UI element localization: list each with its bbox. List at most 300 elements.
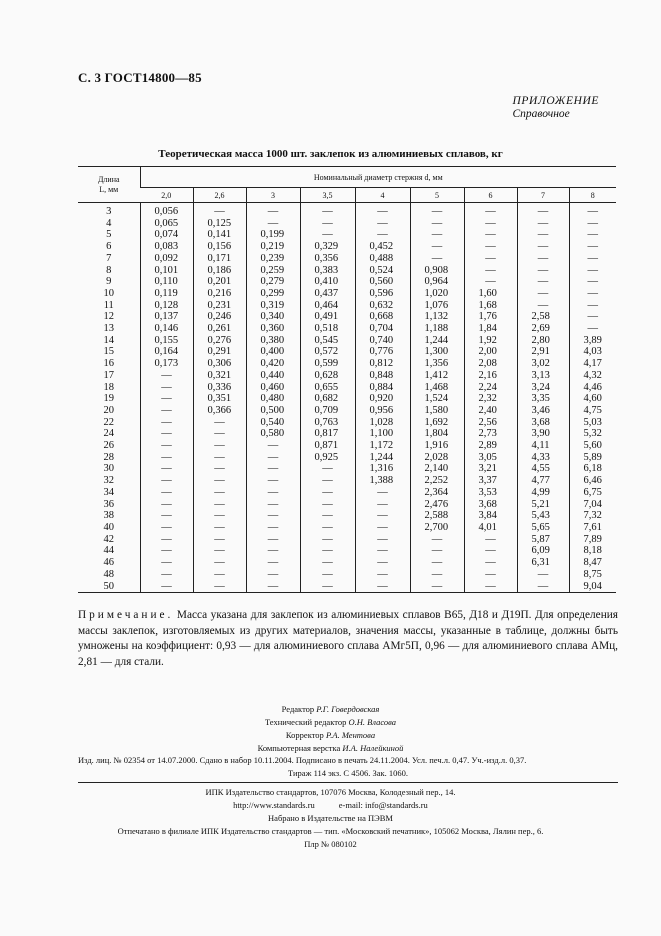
- mass-cell: —: [246, 463, 300, 475]
- mass-cell: 2,364: [410, 487, 464, 499]
- mass-cell: —: [140, 522, 193, 534]
- mass-cell: 0,740: [355, 335, 410, 347]
- table-note: [78, 608, 618, 670]
- mass-cell: 1,300: [410, 346, 464, 358]
- mass-cell: —: [355, 557, 410, 569]
- length-cell: 17: [103, 369, 114, 381]
- mass-cell: —: [140, 440, 193, 452]
- mass-cell: —: [193, 557, 246, 569]
- mass-cell: —: [246, 545, 300, 557]
- mass-cell: 0,480: [246, 393, 300, 405]
- length-cell: 12: [103, 311, 114, 323]
- publication-info: [78, 754, 618, 780]
- mass-cell: —: [464, 265, 517, 277]
- mass-cell: 0,599: [300, 358, 355, 370]
- mass-cell: 5,43: [517, 510, 569, 522]
- mass-cell: 0,056: [140, 203, 193, 218]
- mass-cell: 0,420: [246, 358, 300, 370]
- mass-cell: 0,540: [246, 417, 300, 429]
- length-cell: 15: [103, 346, 114, 358]
- mass-cell: —: [140, 428, 193, 440]
- mass-cell: 4,75: [569, 405, 616, 417]
- mass-cell: 0,596: [355, 288, 410, 300]
- length-cell: 16: [103, 358, 114, 370]
- mass-cell: —: [193, 510, 246, 522]
- table-row: [78, 229, 616, 241]
- length-cell: 42: [103, 533, 114, 545]
- mass-cell: 0,817: [300, 428, 355, 440]
- mass-cell: 1,028: [355, 417, 410, 429]
- table-row: [78, 218, 616, 230]
- mass-cell: 0,655: [300, 382, 355, 394]
- staff-credits: [0, 703, 661, 755]
- mass-cell: —: [300, 534, 355, 546]
- table-row: [78, 265, 616, 277]
- mass-cell: 1,804: [410, 428, 464, 440]
- table-row: [78, 370, 616, 382]
- mass-cell: —: [246, 440, 300, 452]
- mass-cell: 0,319: [246, 300, 300, 312]
- mass-cell: —: [569, 218, 616, 230]
- mass-cell: 0,763: [300, 417, 355, 429]
- mass-cell: —: [569, 203, 616, 218]
- mass-cell: 0,261: [193, 323, 246, 335]
- mass-cell: —: [193, 452, 246, 464]
- mass-cell: 0,199: [246, 229, 300, 241]
- length-cell: 36: [103, 498, 114, 510]
- table-row: [78, 522, 616, 534]
- mass-cell: —: [140, 393, 193, 405]
- appendix-label: [513, 95, 599, 121]
- mass-cell: —: [300, 581, 355, 593]
- mass-cell: —: [517, 569, 569, 581]
- mass-cell: —: [517, 300, 569, 312]
- mass-cell: 5,21: [517, 499, 569, 511]
- mass-cell: —: [300, 499, 355, 511]
- mass-cell: 2,16: [464, 370, 517, 382]
- mass-cell: —: [410, 218, 464, 230]
- table-row: [78, 346, 616, 358]
- mass-cell: 0,964: [410, 276, 464, 288]
- mass-cell: —: [569, 253, 616, 265]
- mass-cell: —: [246, 534, 300, 546]
- mass-cell: 0,329: [300, 241, 355, 253]
- mass-cell: —: [569, 241, 616, 253]
- mass-cell: —: [410, 545, 464, 557]
- mass-cell: 1,68: [464, 300, 517, 312]
- mass-cell: 7,32: [569, 510, 616, 522]
- mass-cell: —: [246, 218, 300, 230]
- length-cell: 7: [106, 252, 112, 264]
- mass-cell: —: [464, 557, 517, 569]
- mass-cell: —: [517, 276, 569, 288]
- mass-cell: 2,56: [464, 417, 517, 429]
- table-row: [78, 569, 616, 581]
- mass-cell: 0,239: [246, 253, 300, 265]
- mass-cell: 7,61: [569, 522, 616, 534]
- mass-cell: 1,524: [410, 393, 464, 405]
- table-row: [78, 510, 616, 522]
- mass-cell: —: [300, 545, 355, 557]
- mass-cell: 0,351: [193, 393, 246, 405]
- mass-cell: 3,89: [569, 335, 616, 347]
- mass-cell: 0,668: [355, 311, 410, 323]
- mass-cell: —: [517, 253, 569, 265]
- mass-cell: —: [355, 487, 410, 499]
- length-cell: 13: [103, 323, 114, 335]
- length-cell: 24: [103, 428, 114, 440]
- mass-cell: 0,259: [246, 265, 300, 277]
- table-row: [78, 393, 616, 405]
- mass-cell: 0,083: [140, 241, 193, 253]
- mass-cell: 2,69: [517, 323, 569, 335]
- mass-cell: 2,89: [464, 440, 517, 452]
- mass-cell: 1,580: [410, 405, 464, 417]
- mass-cell: 6,09: [517, 545, 569, 557]
- mass-cell: 3,53: [464, 487, 517, 499]
- tech-editor-label: Технический редактор: [264, 717, 347, 727]
- mass-cell: —: [140, 499, 193, 511]
- mass-cell: 0,491: [300, 311, 355, 323]
- mass-cell: 0,460: [246, 382, 300, 394]
- mass-cell: 0,279: [246, 276, 300, 288]
- mass-cell: —: [300, 463, 355, 475]
- mass-cell: 1,468: [410, 382, 464, 394]
- footer-line1: ИПК Издательство стандартов, 107076 Москва, Колодезный пер., 14.: [205, 787, 456, 797]
- mass-cell: 0,400: [246, 346, 300, 358]
- appendix-title: ПРИЛОЖЕНИЕ: [512, 95, 599, 107]
- mass-cell: 0,632: [355, 300, 410, 312]
- editor-name: Р.Г. Говердовская: [316, 704, 380, 714]
- mass-cell: 0,871: [300, 440, 355, 452]
- mass-cell: 4,55: [517, 463, 569, 475]
- mass-cell: 0,682: [300, 393, 355, 405]
- mass-cell: 7,89: [569, 534, 616, 546]
- length-cell: 30: [103, 463, 114, 475]
- mass-cell: —: [193, 428, 246, 440]
- mass-cell: —: [517, 241, 569, 253]
- length-cell: 11: [103, 299, 114, 311]
- mass-cell: 0,336: [193, 382, 246, 394]
- table-row: [78, 428, 616, 440]
- table-row: [78, 452, 616, 464]
- table-row: [78, 300, 616, 312]
- mass-cell: —: [140, 534, 193, 546]
- mass-cell: 2,80: [517, 335, 569, 347]
- mass-cell: —: [246, 203, 300, 218]
- mass-cell: 0,366: [193, 405, 246, 417]
- mass-cell: 0,306: [193, 358, 246, 370]
- mass-cell: —: [569, 265, 616, 277]
- mass-cell: —: [464, 569, 517, 581]
- mass-cell: 0,488: [355, 253, 410, 265]
- mass-cell: —: [300, 487, 355, 499]
- mass-cell: 5,65: [517, 522, 569, 534]
- mass-cell: —: [193, 522, 246, 534]
- mass-cell: 4,33: [517, 452, 569, 464]
- mass-cell: —: [140, 452, 193, 464]
- mass-cell: 1,316: [355, 463, 410, 475]
- mass-cell: —: [246, 581, 300, 593]
- mass-cell: —: [246, 499, 300, 511]
- mass-cell: 0,704: [355, 323, 410, 335]
- mass-cell: 1,020: [410, 288, 464, 300]
- mass-cell: —: [140, 463, 193, 475]
- mass-cell: —: [464, 545, 517, 557]
- mass-cell: —: [193, 545, 246, 557]
- mass-cell: —: [410, 581, 464, 593]
- mass-cell: 1,188: [410, 323, 464, 335]
- mass-cell: —: [193, 499, 246, 511]
- length-cell: 22: [103, 416, 114, 428]
- mass-cell: 1,244: [355, 452, 410, 464]
- mass-cell: —: [140, 557, 193, 569]
- mass-cell: —: [355, 569, 410, 581]
- mass-cell: —: [140, 510, 193, 522]
- diameter-header-row: [78, 188, 616, 203]
- website-link[interactable]: http://www.standards.ru: [233, 800, 315, 810]
- mass-cell: 0,776: [355, 346, 410, 358]
- diameter-header: 3,5: [300, 188, 355, 203]
- mass-cell: —: [300, 218, 355, 230]
- mass-cell: —: [464, 276, 517, 288]
- mass-cell: 3,68: [517, 417, 569, 429]
- table-row: [78, 323, 616, 335]
- mass-cell: 2,028: [410, 452, 464, 464]
- footer-line4: Отпечатано в филиале ИПК Издательство стандартов — тип. «Московский печатник», 105062 Москва, Лялин пер., 6.: [117, 826, 544, 836]
- mass-cell: 0,360: [246, 323, 300, 335]
- mass-cell: 0,101: [140, 265, 193, 277]
- mass-cell: —: [569, 229, 616, 241]
- mass-cell: 1,100: [355, 428, 410, 440]
- mass-cell: —: [517, 581, 569, 593]
- table-row: [78, 288, 616, 300]
- length-cell: 9: [106, 276, 112, 288]
- mass-cell: 3,46: [517, 405, 569, 417]
- proofreader-name: Р.А. Ментова: [325, 730, 376, 740]
- rivet-mass-table: [78, 166, 616, 593]
- mass-cell: 2,140: [410, 463, 464, 475]
- mass-cell: —: [300, 203, 355, 218]
- diameter-header: 3: [246, 188, 300, 203]
- mass-cell: 1,244: [410, 335, 464, 347]
- mass-cell: 2,24: [464, 382, 517, 394]
- mass-cell: —: [300, 569, 355, 581]
- mass-cell: 0,500: [246, 405, 300, 417]
- mass-cell: 4,01: [464, 522, 517, 534]
- mass-cell: 0,709: [300, 405, 355, 417]
- mass-cell: —: [410, 203, 464, 218]
- mass-cell: 9,04: [569, 581, 616, 593]
- mass-cell: —: [300, 510, 355, 522]
- mass-cell: 4,46: [569, 382, 616, 394]
- mass-cell: —: [193, 487, 246, 499]
- mass-cell: —: [410, 534, 464, 546]
- publication-line1: Изд. лиц. № 02354 от 14.07.2000. Сдано в набор 10.11.2004. Подписано в печать 24.11.2004. Усл. печ.л. 0,47. Уч.-изд.л. 0,37.: [78, 755, 527, 765]
- mass-cell: —: [193, 475, 246, 487]
- diameter-group-header: Номинальный диаметр стержня d, мм: [140, 167, 616, 188]
- mass-cell: 3,84: [464, 510, 517, 522]
- mass-cell: —: [246, 557, 300, 569]
- mass-cell: —: [569, 300, 616, 312]
- mass-cell: 0,356: [300, 253, 355, 265]
- mass-cell: 5,87: [517, 534, 569, 546]
- appendix-subtitle: Справочное: [512, 108, 570, 120]
- diameter-header: 4: [355, 188, 410, 203]
- proofreader-label: Корректор: [285, 730, 324, 740]
- mass-cell: 0,884: [355, 382, 410, 394]
- mass-cell: 2,73: [464, 428, 517, 440]
- mass-cell: 0,464: [300, 300, 355, 312]
- mass-cell: 0,246: [193, 311, 246, 323]
- mass-cell: —: [140, 487, 193, 499]
- mass-cell: 1,076: [410, 300, 464, 312]
- table-row: [78, 487, 616, 499]
- mass-cell: 4,03: [569, 346, 616, 358]
- mass-cell: 1,76: [464, 311, 517, 323]
- mass-cell: 0,925: [300, 452, 355, 464]
- mass-cell: 8,47: [569, 557, 616, 569]
- mass-cell: 0,383: [300, 265, 355, 277]
- mass-cell: 0,452: [355, 241, 410, 253]
- mass-cell: —: [140, 417, 193, 429]
- length-cell: 28: [103, 451, 114, 463]
- mass-cell: 0,410: [300, 276, 355, 288]
- mass-cell: —: [410, 253, 464, 265]
- mass-cell: 3,90: [517, 428, 569, 440]
- mass-cell: 4,99: [517, 487, 569, 499]
- mass-cell: —: [300, 229, 355, 241]
- mass-cell: 4,11: [517, 440, 569, 452]
- mass-cell: 0,219: [246, 241, 300, 253]
- mass-cell: 5,32: [569, 428, 616, 440]
- mass-cell: —: [193, 440, 246, 452]
- mass-cell: 0,128: [140, 300, 193, 312]
- mass-cell: 6,46: [569, 475, 616, 487]
- editor-label: Редактор: [281, 704, 315, 714]
- mass-cell: —: [246, 569, 300, 581]
- layout-name: И.А. Налейкиной: [342, 743, 404, 753]
- table-row: [78, 581, 616, 593]
- mass-cell: 4,32: [569, 370, 616, 382]
- mass-cell: 0,524: [355, 265, 410, 277]
- mass-cell: 5,60: [569, 440, 616, 452]
- mass-cell: 2,32: [464, 393, 517, 405]
- mass-cell: 1,132: [410, 311, 464, 323]
- mass-cell: 0,580: [246, 428, 300, 440]
- diameter-header: 2,6: [193, 188, 246, 203]
- mass-cell: —: [140, 405, 193, 417]
- mass-cell: 0,074: [140, 229, 193, 241]
- mass-cell: 2,588: [410, 510, 464, 522]
- length-cell: 26: [103, 440, 114, 452]
- mass-cell: —: [193, 534, 246, 546]
- diameter-header: 8: [569, 188, 616, 203]
- mass-cell: 0,186: [193, 265, 246, 277]
- mass-cell: 0,812: [355, 358, 410, 370]
- mass-cell: 0,572: [300, 346, 355, 358]
- mass-cell: 1,60: [464, 288, 517, 300]
- mass-cell: 0,231: [193, 300, 246, 312]
- diameter-header: 7: [517, 188, 569, 203]
- mass-cell: —: [569, 288, 616, 300]
- length-cell: 34: [103, 486, 114, 498]
- mass-cell: —: [517, 218, 569, 230]
- table-row: [78, 557, 616, 569]
- table-row: [78, 463, 616, 475]
- email-link[interactable]: e-mail: info@standards.ru: [338, 800, 428, 810]
- table-body: [78, 203, 616, 593]
- mass-cell: —: [410, 241, 464, 253]
- table-row: [78, 475, 616, 487]
- diameter-header: 5: [410, 188, 464, 203]
- mass-cell: 3,13: [517, 370, 569, 382]
- mass-cell: 2,00: [464, 346, 517, 358]
- layout-label: Компьютерная верстка: [257, 743, 341, 753]
- mass-cell: —: [300, 475, 355, 487]
- table-row: [78, 440, 616, 452]
- mass-cell: 3,02: [517, 358, 569, 370]
- mass-cell: 2,08: [464, 358, 517, 370]
- mass-cell: 0,628: [300, 370, 355, 382]
- diameter-header: 2,0: [161, 190, 172, 200]
- table-row: [78, 276, 616, 288]
- table-row: [78, 358, 616, 370]
- mass-cell: 3,68: [464, 499, 517, 511]
- mass-cell: —: [464, 241, 517, 253]
- mass-cell: —: [410, 229, 464, 241]
- mass-cell: 4,77: [517, 475, 569, 487]
- mass-cell: 1,388: [355, 475, 410, 487]
- mass-cell: —: [300, 557, 355, 569]
- footer-line5: Плр № 080102: [304, 839, 357, 849]
- table-row: [78, 241, 616, 253]
- mass-cell: —: [464, 229, 517, 241]
- mass-cell: —: [355, 545, 410, 557]
- mass-cell: 4,17: [569, 358, 616, 370]
- footer-line3: Набрано в Издательстве на ПЭВМ: [268, 813, 393, 823]
- mass-cell: 3,05: [464, 452, 517, 464]
- mass-cell: —: [355, 218, 410, 230]
- mass-cell: —: [246, 510, 300, 522]
- table-row: [78, 382, 616, 394]
- mass-cell: 1,92: [464, 335, 517, 347]
- proofreader-line: [0, 729, 661, 742]
- mass-cell: 0,155: [140, 335, 193, 347]
- mass-cell: 0,201: [193, 276, 246, 288]
- mass-cell: 0,291: [193, 346, 246, 358]
- mass-cell: 2,252: [410, 475, 464, 487]
- length-header-line2: L, мм: [99, 184, 119, 194]
- table-row: [78, 499, 616, 511]
- table-row: [78, 311, 616, 323]
- mass-cell: 3,21: [464, 463, 517, 475]
- mass-cell: 4,60: [569, 393, 616, 405]
- length-cell: 50: [78, 581, 140, 593]
- length-cell: 46: [103, 557, 114, 569]
- mass-cell: —: [464, 253, 517, 265]
- length-cell: 18: [103, 381, 114, 393]
- mass-cell: 7,04: [569, 499, 616, 511]
- mass-cell: —: [410, 569, 464, 581]
- mass-cell: 1,412: [410, 370, 464, 382]
- table-title: Теоретическая масса 1000 шт. заклепок из алюминиевых сплавов, кг: [158, 148, 503, 160]
- length-cell: 38: [103, 510, 114, 522]
- length-cell: 10: [103, 287, 114, 299]
- mass-cell: 5,03: [569, 417, 616, 429]
- mass-cell: —: [517, 203, 569, 218]
- mass-cell: —: [517, 288, 569, 300]
